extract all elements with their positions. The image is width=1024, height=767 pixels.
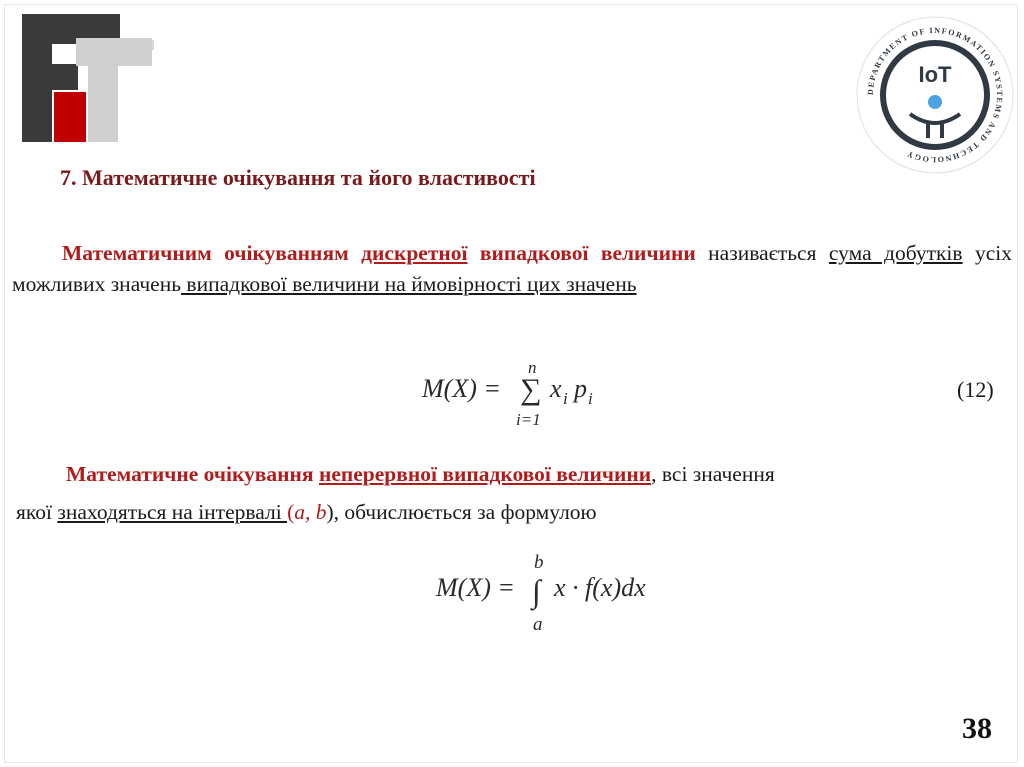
def-discrete-word: дискретної	[361, 241, 468, 265]
formula2-upper-limit: b	[534, 552, 544, 573]
integral-symbol: ∫	[532, 573, 541, 609]
formula2-lhs: M(X) =	[436, 573, 515, 602]
slide-heading: 7. Математичне очікування та його властивості	[60, 165, 536, 190]
formula-lower-limit: i=1	[516, 410, 541, 429]
definition-continuous	[14, 455, 1012, 531]
seal-dot-icon	[928, 95, 942, 109]
formula-lhs: M(X) =	[422, 374, 501, 403]
page-number: 38	[962, 712, 992, 745]
def-rv-probabilities: випадкової величини на ймовірності цих значень	[181, 272, 637, 296]
formula-sub-i2: i	[588, 389, 593, 408]
def-term: Математичним очікуванням	[62, 241, 362, 265]
formula2-integrand: x · f(x)dx	[554, 573, 646, 602]
cont-which: якої	[16, 500, 58, 524]
def-called: називається	[695, 241, 829, 265]
cont-on-interval: знаходяться на інтервалі	[57, 500, 288, 524]
equation-number: (12)	[957, 377, 994, 402]
formula-sub-i1: i	[563, 389, 568, 408]
formula-term-p: p	[574, 374, 587, 403]
formula-discrete	[420, 355, 620, 435]
cont-paren-open: (	[287, 500, 295, 524]
cont-rv: неперервної випадкової величини	[318, 462, 652, 486]
cont-all-values: , всі значення	[651, 462, 775, 486]
cont-interval-ab: a, b	[294, 500, 327, 524]
sum-symbol: ∑	[520, 373, 542, 406]
formula2-lower-limit: a	[533, 614, 543, 635]
cont-term: Математичне очікування	[66, 462, 319, 486]
seal-iot-label: IoT	[918, 62, 952, 87]
iot-seal-logo	[850, 10, 1020, 180]
cont-computed: ), обчислюється за формулою	[326, 500, 597, 524]
seal-ring-text: DEPARTMENT OF INFORMATION SYSTEMS AND TECHNOLOGY	[865, 25, 1005, 165]
ft-logo	[22, 14, 154, 146]
formula-continuous	[434, 548, 674, 638]
definition-discrete	[12, 238, 1012, 300]
formula-upper-limit: n	[528, 358, 537, 377]
def-rv: випадкової величини	[467, 241, 696, 265]
def-all-values: усіх можливих значень	[12, 241, 1012, 296]
formula-term-x: x	[550, 374, 562, 403]
def-sum-products: сума добутків	[828, 241, 963, 265]
